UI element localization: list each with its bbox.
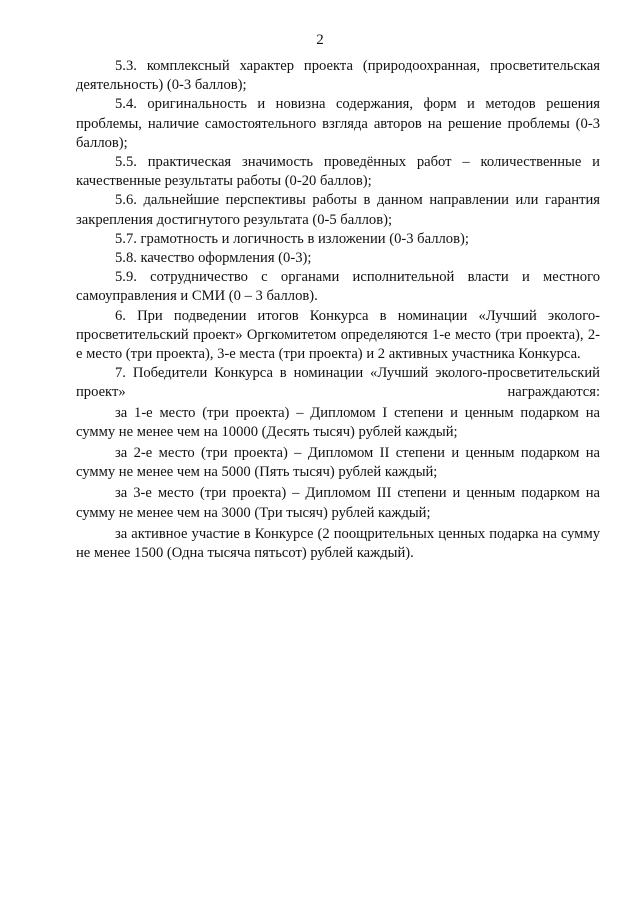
paragraph-award-third-place: за 3-е место (три проекта) – Дипломом III степени и ценным подарком на сумму не менее чем на 3000 (Три тысяч) рублей каждый; bbox=[76, 485, 600, 521]
paragraph-5-9: 5.9. сотрудничество с органами исполнительной власти и местного самоуправления и СМИ (0 – 3 баллов). bbox=[76, 269, 600, 305]
paragraph-6: 6. При подведении итогов Конкурса в номинации «Лучший эколого-просветительский проект» Оргкомитетом определяются 1-е место (три проекта), 2-е место (три проекта), 3-е места (три проекта) и 2 активных участника Конкурса. bbox=[76, 307, 600, 363]
paragraph-5-7: 5.7. грамотность и логичность в изложении (0-3 баллов); bbox=[115, 230, 469, 247]
paragraph-5-6: 5.6. дальнейшие перспективы работы в данном направлении или гарантия закрепления достигнутого результата (0-5 баллов); bbox=[76, 192, 600, 228]
paragraph-5-4: 5.4. оригинальность и новизна содержания, форм и методов решения проблемы, наличие самостоятельного взгляда авторов на решение проблемы (0-3 баллов); bbox=[76, 96, 600, 151]
paragraph-7: 7. Победители Конкурса в номинации «Лучший эколого-просветительский проект» награждаются: bbox=[76, 365, 600, 401]
paragraph-award-first-place: за 1-е место (три проекта) – Дипломом I степени и ценным подарком на сумму не менее чем на 10000 (Десять тысяч) рублей каждый; bbox=[76, 404, 600, 440]
paragraph-award-active-participation: за активное участие в Конкурсе (2 поощрительных ценных подарка на сумму не менее 1500 (Одна тысяча пятьсот) рублей каждый). bbox=[76, 525, 600, 562]
paragraph-5-8: 5.8. качество оформления (0-3); bbox=[115, 250, 312, 267]
paragraph-5-3: 5.3. комплексный характер проекта (природоохранная, просветительская деятельность) (0-3 баллов); bbox=[76, 58, 600, 94]
paragraph-5-5: 5.5. практическая значимость проведённых работ – количественные и качественные результаты работы (0-20 баллов); bbox=[76, 154, 600, 190]
paragraph-award-second-place: за 2-е место (три проекта) – Дипломом II степени и ценным подарком на сумму не менее чем на 5000 (Пять тысяч) рублей каждый; bbox=[76, 445, 600, 481]
page-number: 2 bbox=[316, 32, 324, 48]
document-body bbox=[76, 57, 600, 563]
